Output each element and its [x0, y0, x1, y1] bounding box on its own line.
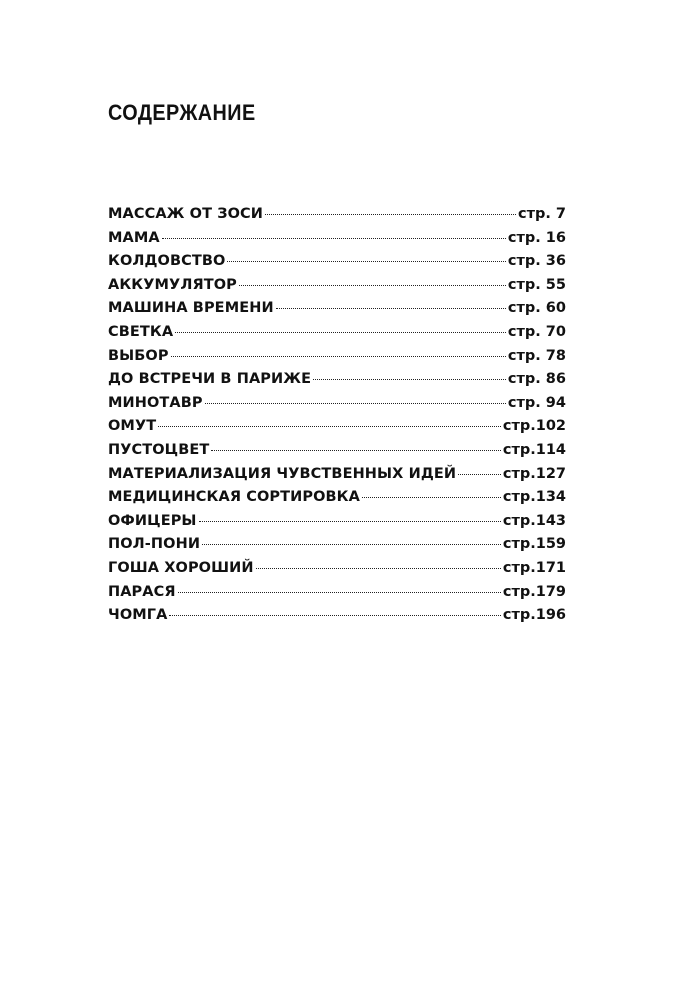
- toc-entry-title: ГОША ХОРОШИЙ: [108, 559, 254, 576]
- toc-entry-title: ДО ВСТРЕЧИ В ПАРИЖЕ: [108, 371, 312, 388]
- toc-entry-page: стр.179: [502, 583, 566, 600]
- toc-entry[interactable]: [108, 581, 566, 605]
- toc-entry-page: стр. 70: [507, 323, 566, 340]
- toc-entry-page: стр.159: [502, 536, 566, 553]
- toc-entry-page: стр.171: [502, 559, 566, 576]
- toc-entry-title: МАССАЖ ОТ ЗОСИ: [108, 206, 264, 222]
- dot-leader: [227, 260, 505, 262]
- toc-entry[interactable]: [108, 557, 566, 581]
- toc-entry-title: МИНОТАВР: [108, 394, 203, 411]
- dot-leader: [202, 543, 501, 545]
- dot-leader: [313, 378, 506, 380]
- dot-leader: [276, 307, 506, 309]
- toc-entry-title: МАШИНА ВРЕМЕНИ: [108, 300, 274, 317]
- dot-leader: [239, 284, 506, 286]
- toc-entry[interactable]: [108, 439, 566, 463]
- dot-leader: [199, 520, 501, 522]
- table-of-contents: [108, 203, 566, 628]
- toc-entry-title: ПУСТОЦВЕТ: [108, 441, 210, 458]
- toc-entry-title: МАТЕРИАЛИЗАЦИЯ ЧУВСТВЕННЫХ ИДЕЙ: [108, 465, 457, 482]
- toc-entry-page: стр. 78: [507, 347, 566, 364]
- toc-entry-title: ЧОМГА: [108, 607, 168, 624]
- toc-entry-page: стр.143: [502, 512, 566, 529]
- page-title: СОДЕРЖАНИЕ: [108, 100, 256, 125]
- toc-entry-page: стр.127: [502, 465, 566, 482]
- toc-entry-title: АККУМУЛЯТОР: [108, 276, 237, 293]
- dot-leader: [205, 402, 506, 404]
- toc-entry[interactable]: [108, 368, 566, 392]
- toc-entry[interactable]: [108, 297, 566, 321]
- toc-entry-page: стр.134: [502, 489, 566, 506]
- toc-entry-title: КОЛДОВСТВО: [108, 253, 226, 270]
- toc-entry-title: ВЫБОР: [108, 347, 169, 364]
- dot-leader: [171, 355, 506, 357]
- toc-entry-page: стр.196: [502, 607, 566, 624]
- toc-entry[interactable]: [108, 463, 566, 487]
- dot-leader: [175, 331, 506, 333]
- toc-entry-title: СВЕТКА: [108, 323, 174, 340]
- toc-entry[interactable]: [108, 203, 566, 227]
- toc-entry[interactable]: [108, 274, 566, 298]
- toc-entry-page: стр.114: [502, 441, 566, 458]
- toc-entry[interactable]: [108, 486, 566, 510]
- dot-leader: [265, 213, 516, 215]
- toc-entry-page: стр. 7: [517, 206, 566, 222]
- toc-entry-page: стр. 86: [507, 371, 566, 388]
- dot-leader: [458, 473, 501, 475]
- toc-entry[interactable]: [108, 250, 566, 274]
- toc-entry-page: стр.102: [502, 418, 566, 435]
- toc-entry[interactable]: [108, 392, 566, 416]
- dot-leader: [158, 425, 501, 427]
- toc-entry[interactable]: [108, 227, 566, 251]
- dot-leader: [162, 237, 506, 239]
- toc-entry-title: ПОЛ-ПОНИ: [108, 536, 201, 553]
- toc-entry-page: стр. 55: [507, 276, 566, 293]
- toc-entry[interactable]: [108, 345, 566, 369]
- toc-entry[interactable]: [108, 510, 566, 534]
- toc-entry-title: ПАРАСЯ: [108, 583, 176, 600]
- dot-leader: [362, 496, 501, 498]
- toc-entry-page: стр. 36: [507, 253, 566, 270]
- toc-entry-page: стр. 16: [507, 229, 566, 246]
- toc-entry[interactable]: [108, 533, 566, 557]
- dot-leader: [256, 567, 501, 569]
- toc-entry-page: стр. 94: [507, 394, 566, 411]
- toc-entry-title: ОМУТ: [108, 418, 157, 435]
- dot-leader: [169, 614, 500, 616]
- dot-leader: [178, 591, 501, 593]
- toc-entry[interactable]: [108, 604, 566, 628]
- dot-leader: [211, 449, 500, 451]
- toc-entry-title: МЕДИЦИНСКАЯ СОРТИРОВКА: [108, 489, 360, 506]
- toc-entry[interactable]: [108, 415, 566, 439]
- toc-entry-title: ОФИЦЕРЫ: [108, 512, 197, 529]
- toc-entry[interactable]: [108, 321, 566, 345]
- toc-entry-title: МАМА: [108, 229, 160, 246]
- toc-entry-page: стр. 60: [507, 300, 566, 317]
